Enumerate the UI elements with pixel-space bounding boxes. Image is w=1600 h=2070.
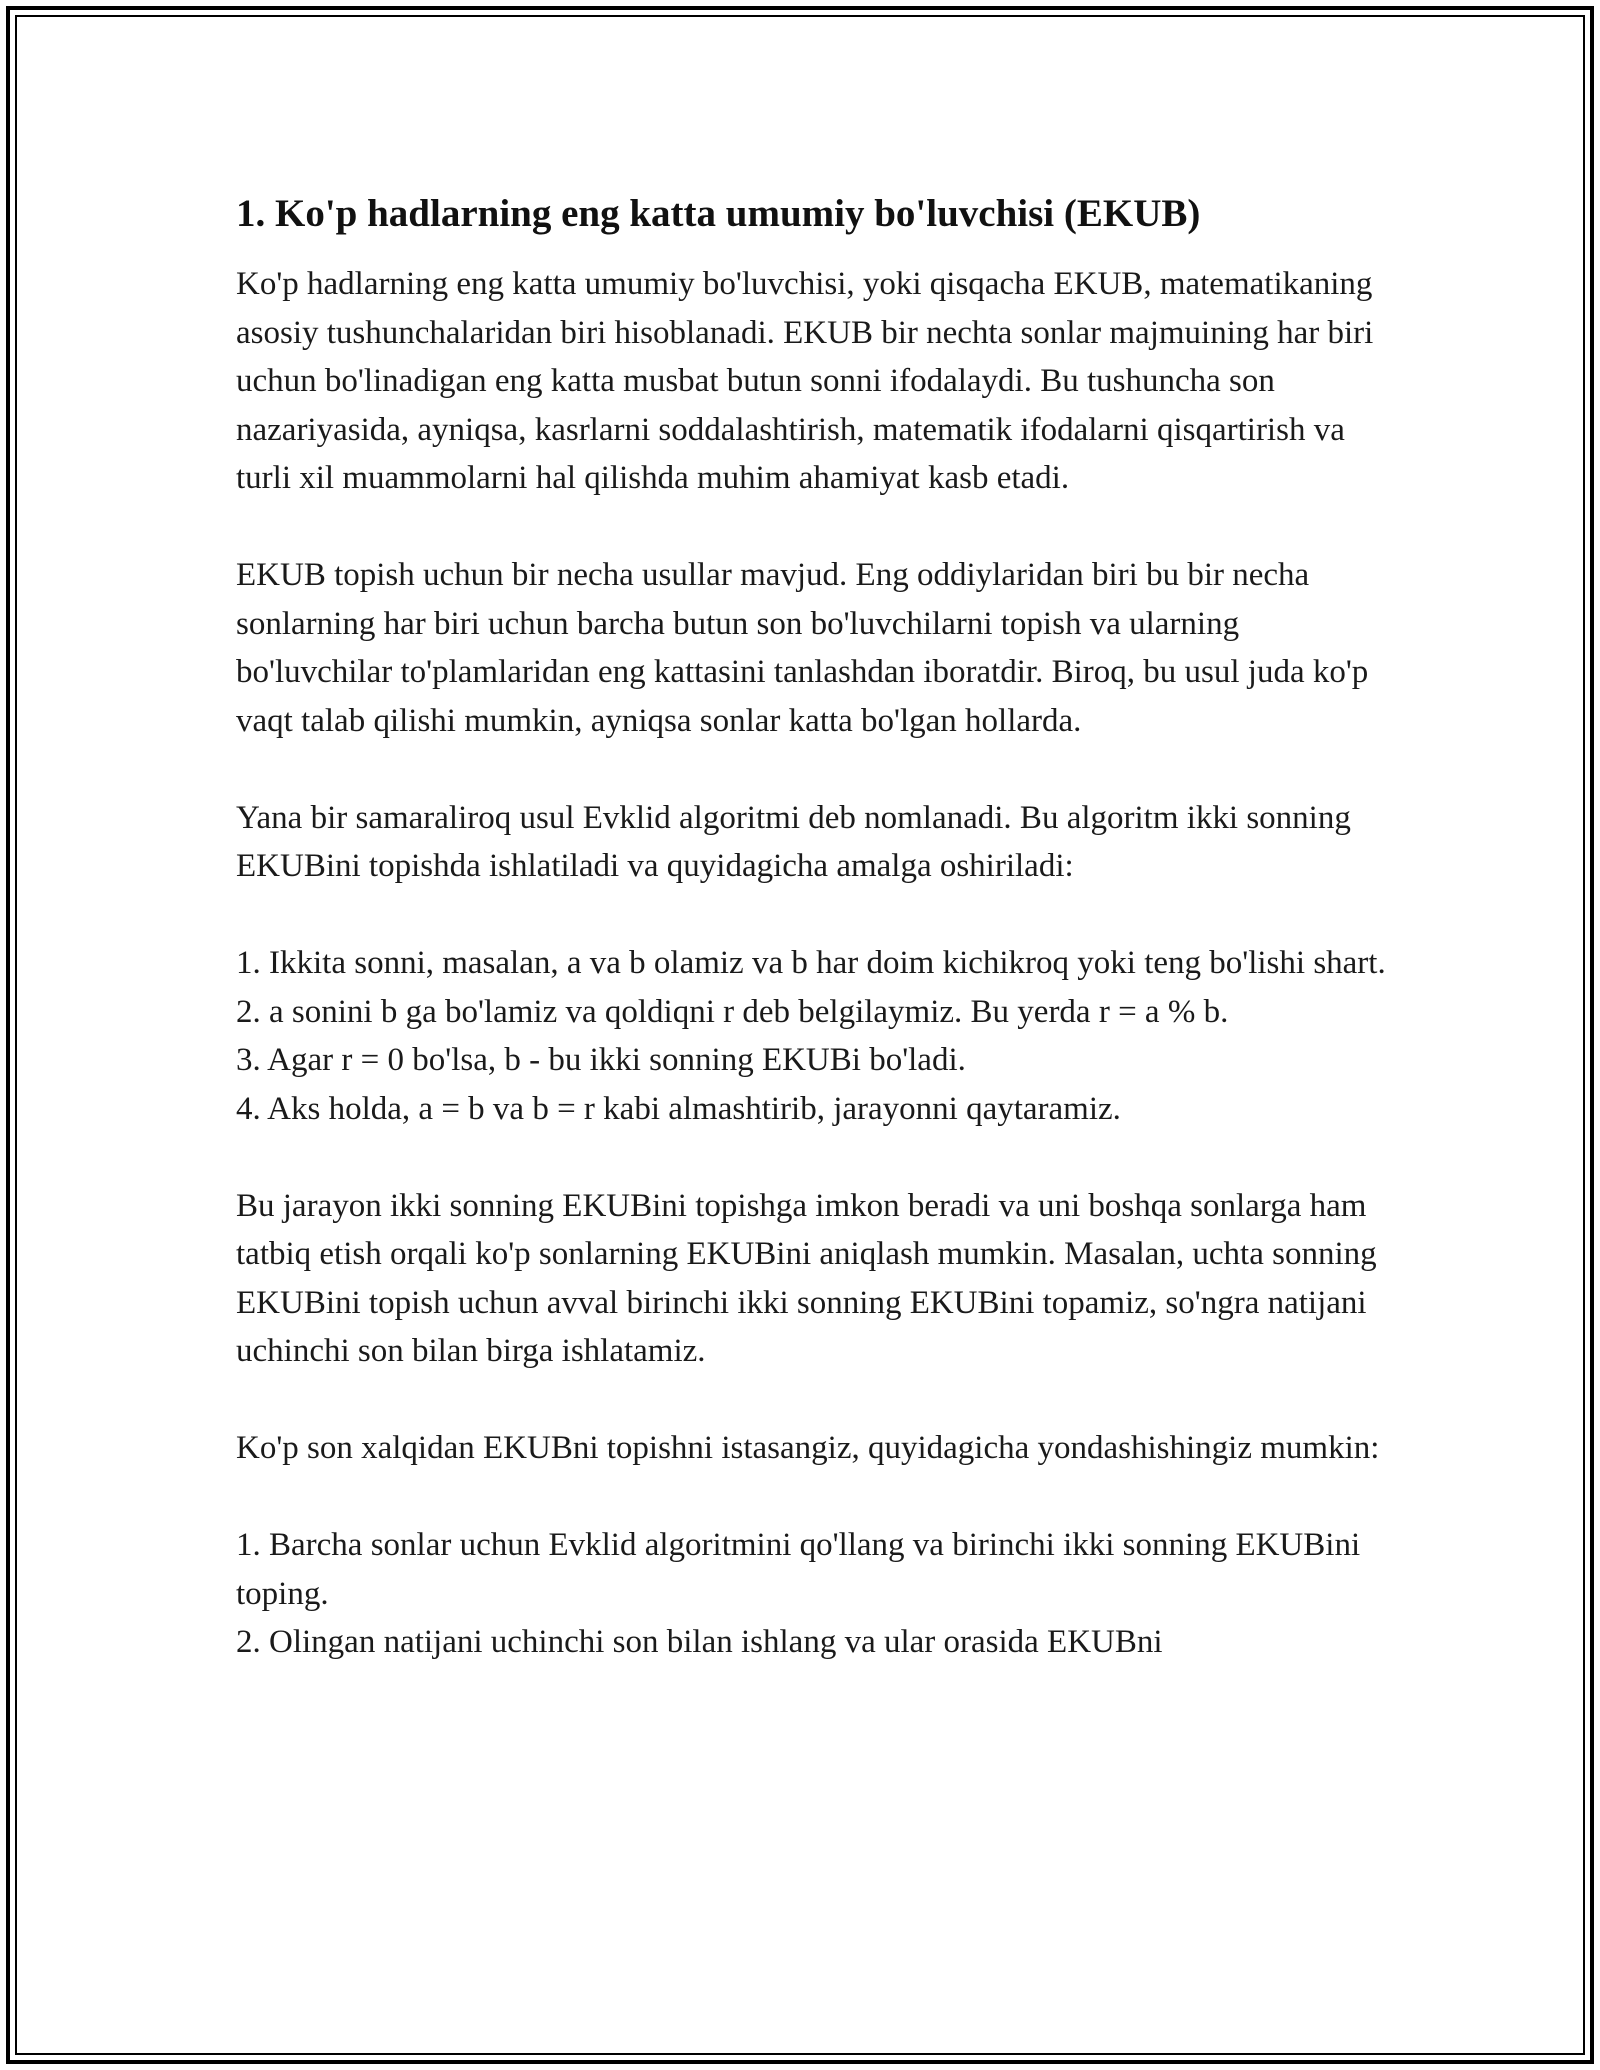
list-item-step-1: 1. Ikkita sonni, masalan, a va b olamiz va b har doim kichikroq yoki teng bo'lishi shart. [236,945,1386,981]
paragraph-gap [236,503,1386,552]
document-title: 1. Ko'p hadlarning eng katta umumiy bo'luvchisi (EKUB) [236,192,1201,235]
document-body [236,186,1386,1667]
paragraph-intro: Ko'p hadlarning eng katta umumiy bo'luvchisi, yoki qisqacha EKUB, matematikaning asosiy tushunchalaridan biri hisoblanadi. EKUB bir nechta sonlar majmuining har biri uchun bo'linadigan eng katta musbat butun sonni ifodalaydi. Bu tushuncha son nazariyasida, ayniqsa, kasrlarni soddalashtirish, matematik ifodalarni qisqartirish va turli xil muammolarni hal qilishda muhim ahamiyat kasb etadi. [236,266,1374,496]
paragraph-gap [236,1133,1386,1182]
paragraph-gap [236,745,1386,794]
paragraph-gap [236,1473,1386,1522]
list-item-approach-1: 1. Barcha sonlar uchun Evklid algoritmini qo'llang va birinchi ikki sonning EKUBini toping. [236,1527,1361,1612]
paragraph-euclid: Yana bir samaraliroq usul Evklid algoritmi deb nomlanadi. Bu algoritm ikki sonning EKUBini topishda ishlatiladi va quyidagicha amalga oshiriladi: [236,799,1351,884]
list-item-step-3: 3. Agar r = 0 bo'lsa, b - bu ikki sonning EKUBi bo'ladi. [236,1042,966,1078]
list-item-step-4: 4. Aks holda, a = b va b = r kabi almashtirib, jarayonni qaytaramiz. [236,1090,1121,1127]
paragraph-methods: EKUB topish uchun bir necha usullar mavjud. Eng oddiylaridan biri bu bir necha sonlarning har biri uchun barcha butun son bo'luvchilarni topish va ularning bo'luvchilar to'plamlaridan eng kattasini tanlashdan iboratdir. Biroq, bu usul juda ko'p vaqt talab qilishi mumkin, ayniqsa sonlar katta bo'lgan hollarda. [236,557,1369,739]
list-item-approach-2: 2. Olingan natijani uchinchi son bilan ishlang va ular orasida EKUBni [236,1624,1163,1660]
paragraph-gap [236,891,1386,940]
paragraph-many-numbers: Ko'p son xalqidan EKUBni topishni istasangiz, quyidagicha yondashishingiz mumkin: [236,1430,1380,1466]
paragraph-gap [236,1376,1386,1425]
list-item-step-2: 2. a sonini b ga bo'lamiz va qoldiqni r deb belgilaymiz. Bu yerda r = a % b. [236,993,1229,1030]
paragraph-extension: Bu jarayon ikki sonning EKUBini topishga imkon beradi va uni boshqa sonlarga ham tatbiq etish orqali ko'p sonlarning EKUBini aniqlash mumkin. Masalan, uchta sonning EKUBini topish uchun avval birinchi ikki sonning EKUBini topamiz, so'ngra natijani uchinchi son bilan birga ishlatamiz. [236,1187,1377,1369]
